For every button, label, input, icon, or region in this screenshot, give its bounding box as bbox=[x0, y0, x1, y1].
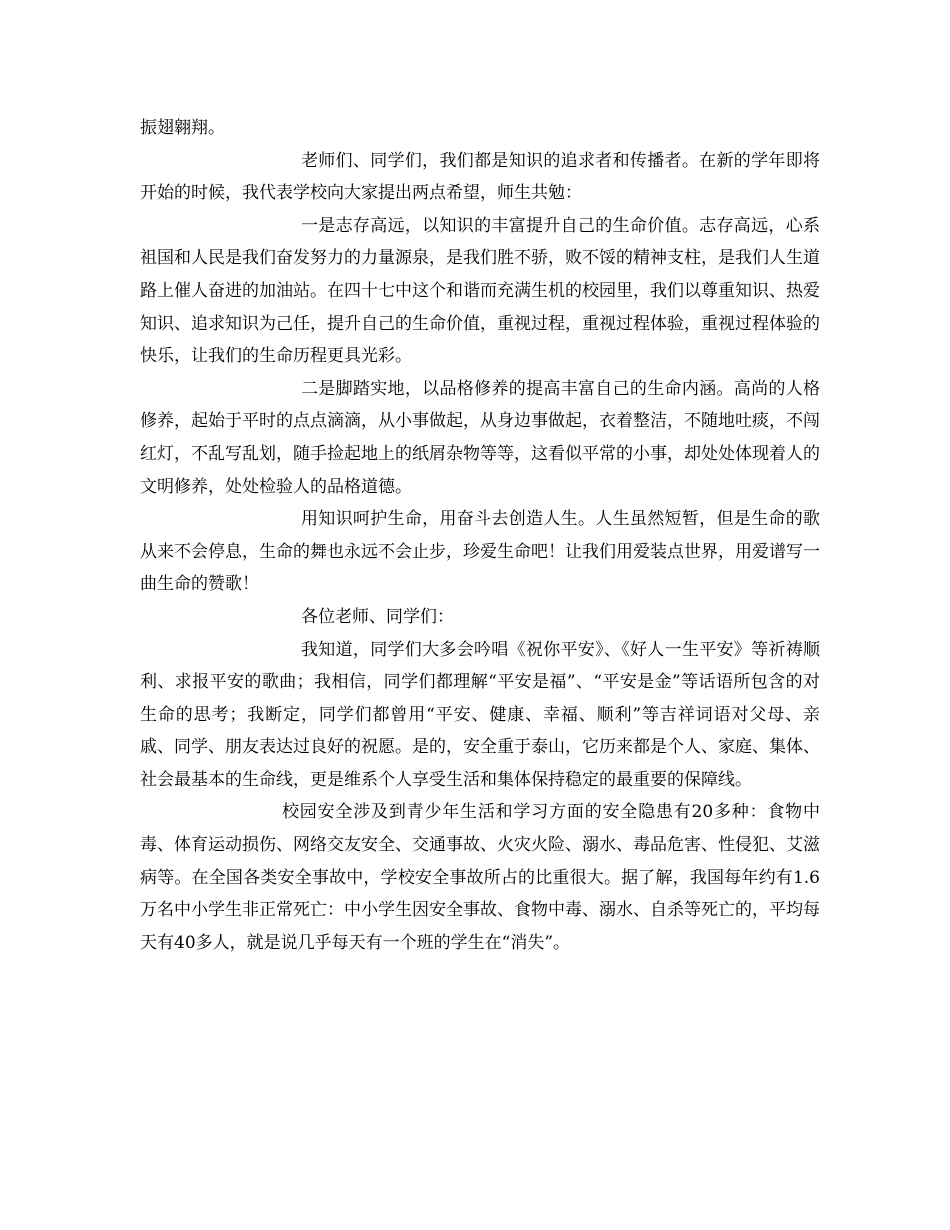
paragraph-safety: 我知道，同学们大多会吟唱《祝你平安》、《好人一生平安》等祈祷顺利、求报平安的歌曲；我相信，同学们都理解“平安是福”、“平安是金”等话语所包含的对生命的思考；我断定，同学们都曾用“平安、健康、幸福、顺利”等吉祥词语对父母、亲戚、同学、朋友表达过良好的祝愿。是的，安全重于泰山，它历来都是个人、家庭、集体、社会最基本的生命线，更是维系个人享受生活和集体保持稳定的最重要的保障线。 bbox=[140, 639, 820, 790]
paragraph-campus-safety: 校园安全涉及到青少年生活和学习方面的安全隐患有20多种：食物中毒、体育运动损伤、网络交友安全、交通事故、火灾火险、溺水、毒品危害、性侵犯、艾滋病等。在全国各类安全事故中，学校安全事故所占的比重很大。据了解，我国每年约有1.6万名中小学生非正常死亡：中小学生因安全事故、食物中毒、溺水、自杀等死亡的，平均每天有40多人，就是说几乎每天有一个班的学生在“消失”。 bbox=[140, 802, 820, 953]
paragraph-cherish-life: 用知识呵护生命，用奋斗去创造人生。人生虽然短暂，但是生命的歌从来不会停息，生命的舞也永远不会止步，珍爱生命吧！让我们用爱装点世界，用爱谱写一曲生命的赞歌！ bbox=[140, 509, 820, 595]
paragraph-continuation: 振翅翱翔。 bbox=[140, 118, 225, 138]
paragraph-greeting: 各位老师、同学们： bbox=[301, 606, 454, 627]
paragraph-character: 二是脚踏实地，以品格修养的提高丰富自己的生命内涵。高尚的人格修养，起始于平时的点点滴滴，从小事做起，从身边事做起，衣着整洁，不随地吐痰，不闯红灯，不乱写乱划，随手捡起地上的纸屑杂物等等，这看似平常的小事，却处处体现着人的文明修养，处处检验人的品格道德。 bbox=[140, 378, 820, 497]
paragraph-ambition: 一是志存高远，以知识的丰富提升自己的生命价值。志存高远，心系祖国和人民是我们奋发努力的力量源泉，是我们胜不骄，败不馁的精神支柱，是我们人生道路上催人奋进的加油站。在四十七中这个和谐而充满生机的校园里，我们以尊重知识、热爱知识、追求知识为己任，提升自己的生命价值，重视过程，重视过程体验，重视过程体验的快乐，让我们的生命历程更具光彩。 bbox=[140, 215, 820, 367]
paragraph-address-hope: 老师们、同学们，我们都是知识的追求者和传播者。在新的学年即将开始的时候，我代表学校向大家提出两点希望，师生共勉： bbox=[140, 150, 820, 204]
document-body bbox=[140, 112, 820, 959]
